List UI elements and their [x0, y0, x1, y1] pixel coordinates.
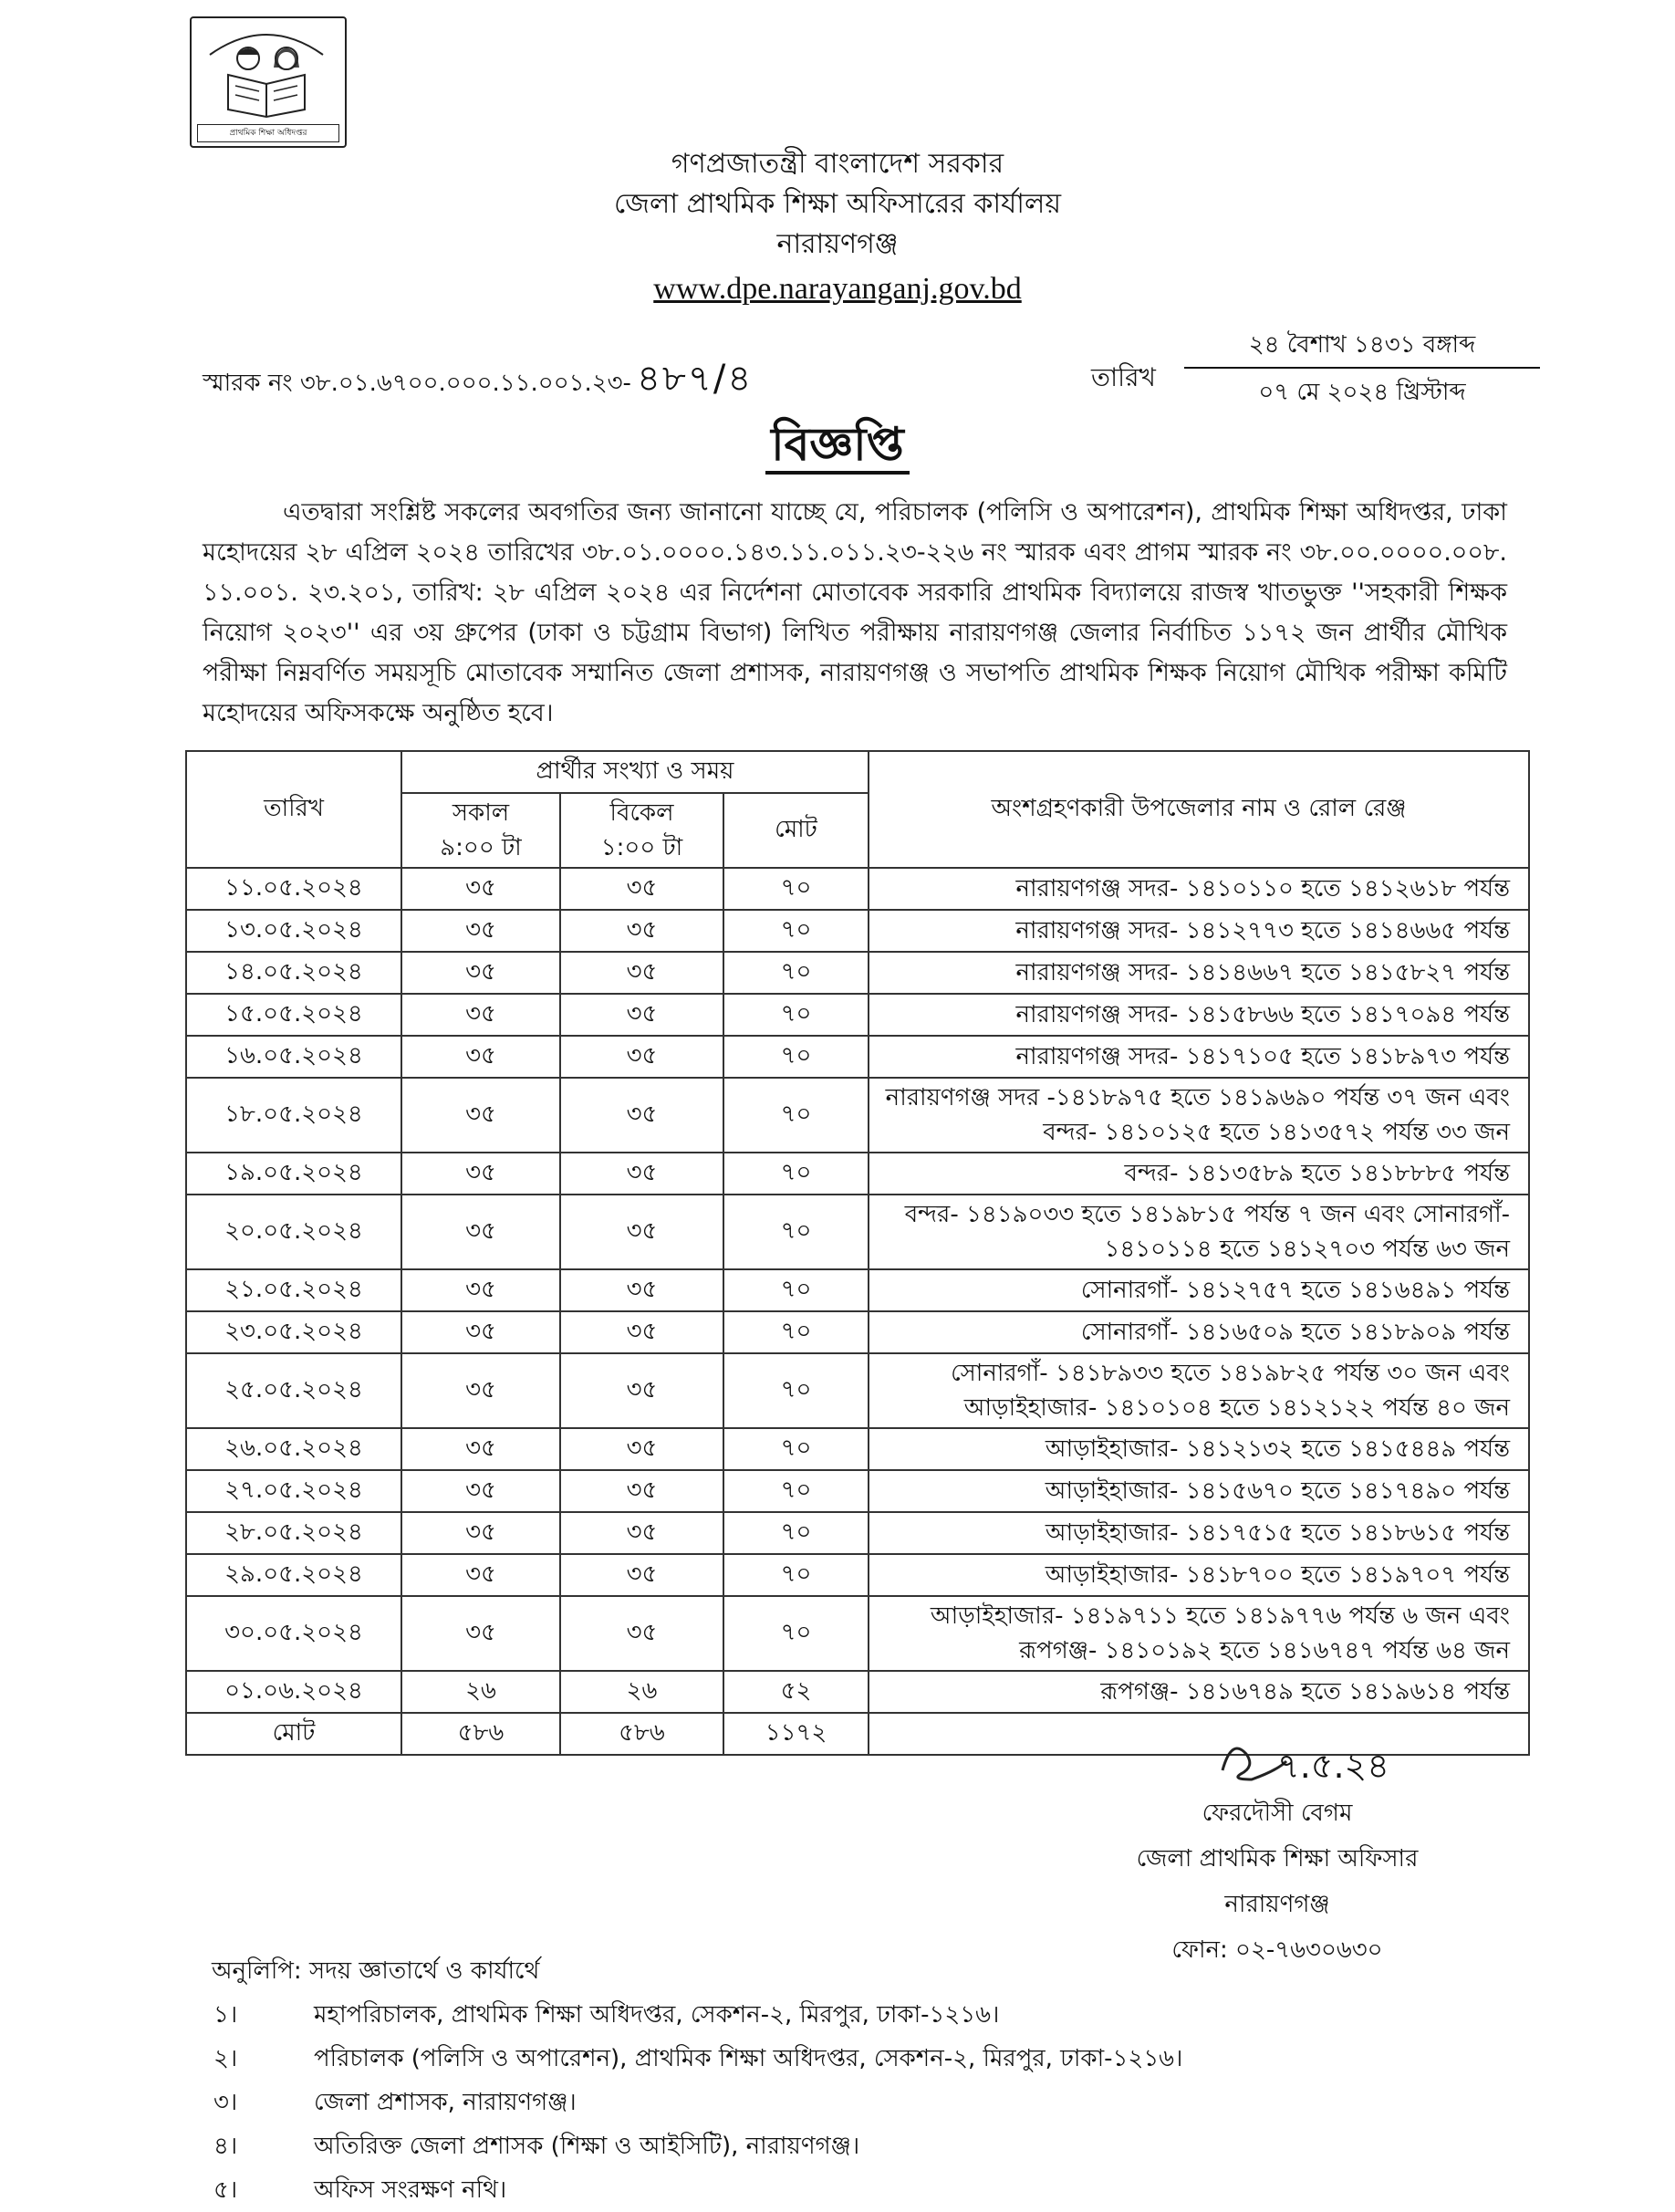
table-row — [186, 1269, 1529, 1311]
roll-range-line: রূপগঞ্জ- ১৪১০১৯২ হতে ১৪১৬৭৪৭ পর্যন্ত ৬৪ জন — [1019, 1637, 1510, 1664]
row-morning-count: ৩৫ — [401, 1596, 560, 1671]
row-date: ২৭.০৫.২০২৪ — [186, 1470, 401, 1512]
row-morning-count: ৩৫ — [401, 1428, 560, 1470]
row-date: ১৫.০৫.২০২৪ — [186, 994, 401, 1036]
row-date: ২০.০৫.২০২৪ — [186, 1195, 401, 1269]
roll-range-line: নারায়ণগঞ্জ সদর -১৪১৮৯৭৫ হতে ১৪১৯৬৯০ পর্যন্ত ৩৭ জন এবং — [885, 1084, 1510, 1111]
row-roll-range — [869, 1078, 1529, 1153]
roll-range-line: আড়াইহাজার- ১৪১৮৭০০ হতে ১৪১৯৭০৭ পর্যন্ত — [1045, 1561, 1510, 1589]
date-english: ০৭ মে ২০২৪ খ্রিস্টাব্দ — [1258, 379, 1466, 406]
row-morning-count: ৩৫ — [401, 994, 560, 1036]
header-morning-label: সকাল — [452, 799, 510, 827]
row-total-count: ৭০ — [723, 1428, 869, 1470]
row-date: ১৩.০৫.২০২৪ — [186, 910, 401, 952]
row-roll-range — [869, 1428, 1529, 1470]
row-morning-count: ৩৫ — [401, 1078, 560, 1153]
row-evening-count: ৩৫ — [560, 1078, 723, 1153]
row-total-count: ৭০ — [723, 1596, 869, 1671]
row-morning-count: ৩৫ — [401, 1153, 560, 1195]
row-date: ২১.০৫.২০২৪ — [186, 1269, 401, 1311]
table-row — [186, 1311, 1529, 1353]
table-row — [186, 1153, 1529, 1195]
row-total-count: ৭০ — [723, 1269, 869, 1311]
table-row — [186, 1596, 1529, 1671]
table-row — [186, 1554, 1529, 1596]
row-morning-count: ৩৫ — [401, 1036, 560, 1078]
row-roll-range — [869, 1353, 1529, 1428]
row-morning-count: ৩৫ — [401, 1512, 560, 1554]
row-total-count: ৭০ — [723, 1036, 869, 1078]
roll-range-line: বন্দর- ১৪১০১২৫ হতে ১৪১৩৫৭২ পর্যন্ত ৩৩ জন — [1043, 1119, 1510, 1146]
row-evening-count: ৩৫ — [560, 994, 723, 1036]
row-date: ২৯.০৫.২০২৪ — [186, 1554, 401, 1596]
header-morning — [401, 793, 560, 868]
row-roll-range — [869, 1470, 1529, 1512]
roll-range-line: বন্দর- ১৪১৯০৩৩ হতে ১৪১৯৮১৫ পর্যন্ত ৭ জন এবং সোনারগাঁ- — [904, 1201, 1510, 1228]
row-total-count: ৭০ — [723, 910, 869, 952]
row-evening-count: ৩৫ — [560, 1470, 723, 1512]
row-roll-range — [869, 1153, 1529, 1195]
copy-item-number: ১। — [213, 2001, 238, 2029]
row-evening-count: ৩৫ — [560, 1036, 723, 1078]
signatory-phone: ফোন: ০২-৭৬৩০৬৩০ — [1171, 1936, 1383, 1964]
row-roll-range — [869, 1036, 1529, 1078]
row-evening-count: ৩৫ — [560, 1512, 723, 1554]
roll-range-line: নারায়ণগঞ্জ সদর- ১৪১২৭৭৩ হতে ১৪১৪৬৬৫ পর্যন্ত — [1015, 917, 1510, 944]
row-date: ০১.০৬.২০২৪ — [186, 1671, 401, 1713]
roll-range-line: আড়াইহাজার- ১৪১০১০৪ হতে ১৪১২১২২ পর্যন্ত ৪০ জন — [963, 1394, 1510, 1422]
row-total-count: ৭০ — [723, 1353, 869, 1428]
copy-item-text: পরিচালক (পলিসি ও অপারেশন), প্রাথমিক শিক্ষা অধিদপ্তর, সেকশন-২, মিরপুর, ঢাকা-১২১৬। — [314, 2045, 1183, 2072]
school-children-logo-icon — [190, 16, 347, 148]
row-morning-count: ৩৫ — [401, 1554, 560, 1596]
row-total-count: ৭০ — [723, 1512, 869, 1554]
row-evening-count: ৩৫ — [560, 1195, 723, 1269]
table-row — [186, 1078, 1529, 1153]
signatory-district: নারায়ণগঞ্জ — [1224, 1891, 1330, 1918]
row-total-count: ৭০ — [723, 994, 869, 1036]
row-roll-range — [869, 1512, 1529, 1554]
table-row — [186, 1512, 1529, 1554]
roll-range-line: রূপগঞ্জ- ১৪১৬৭৪৯ হতে ১৪১৯৬১৪ পর্যন্ত — [1100, 1678, 1510, 1706]
office-name: জেলা প্রাথমিক শিক্ষা অফিসারের কার্যালয় — [613, 188, 1062, 220]
copy-heading: অনুলিপি: সদয় জ্ঞাতার্থে ও কার্যার্থে — [212, 1957, 540, 1985]
row-roll-range — [869, 1554, 1529, 1596]
roll-range-line: আড়াইহাজার- ১৪১৯৭১১ হতে ১৪১৯৭৭৬ পর্যন্ত ৬ জন এবং — [930, 1602, 1510, 1630]
row-morning-count: ৩৫ — [401, 952, 560, 994]
row-evening-count: ২৬ — [560, 1671, 723, 1713]
row-morning-count: ৩৫ — [401, 868, 560, 910]
roll-range-line: সোনারগাঁ- ১৪১৬৫০৯ হতে ১৪১৮৯০৯ পর্যন্ত — [1080, 1319, 1510, 1346]
row-evening-count: ৩৫ — [560, 1554, 723, 1596]
roll-range-line: আড়াইহাজার- ১৪১৫৬৭০ হতে ১৪১৭৪৯০ পর্যন্ত — [1045, 1477, 1510, 1505]
row-roll-range — [869, 1311, 1529, 1353]
row-roll-range — [869, 1269, 1529, 1311]
row-total-count: ৭০ — [723, 1554, 869, 1596]
row-total-count: ৫২ — [723, 1671, 869, 1713]
row-date: ২৬.০৫.২০২৪ — [186, 1428, 401, 1470]
copy-item-text: অফিস সংরক্ষণ নথি। — [314, 2176, 507, 2204]
table-row — [186, 1470, 1529, 1512]
row-total-count: ৭০ — [723, 1078, 869, 1153]
copy-item-number: ৩। — [213, 2089, 238, 2116]
table-row — [186, 1428, 1529, 1470]
list-item — [212, 2037, 1580, 2081]
header-total: মোট — [723, 793, 869, 868]
table-row — [186, 994, 1529, 1036]
row-morning-count: ৩৫ — [401, 1269, 560, 1311]
row-morning-count: ২৬ — [401, 1671, 560, 1713]
table-row — [186, 910, 1529, 952]
copy-list — [212, 1949, 1580, 2212]
row-total-count: ৭০ — [723, 952, 869, 994]
logo-caption: প্রাথমিক শিক্ষা অধিদপ্তর — [197, 124, 339, 142]
row-evening-count: ৩৫ — [560, 1311, 723, 1353]
date-lines — [1184, 329, 1540, 409]
roll-range-line: সোনারগাঁ- ১৪১২৭৫৭ হতে ১৪১৬৪৯১ পর্যন্ত — [1080, 1277, 1510, 1304]
schedule-table — [185, 750, 1530, 1756]
roll-range-line: নারায়ণগঞ্জ সদর- ১৪১৪৬৬৭ হতে ১৪১৫৮২৭ পর্যন্ত — [1015, 959, 1510, 986]
row-roll-range — [869, 1195, 1529, 1269]
table-row — [186, 952, 1529, 994]
notice-title-text: বিজ্ঞপ্তি — [765, 418, 909, 475]
header-evening — [560, 793, 723, 868]
header-range: অংশগ্রহণকারী উপজেলার নাম ও রোল রেঞ্জ — [869, 751, 1529, 868]
signature-handwritten-date: ৭.৫.২৪ — [1277, 1746, 1389, 1786]
notice-title — [0, 412, 1675, 476]
memo-prefix: স্মারক নং ৩৮.০১.৬৭০০.০০০.১১.০০১.২৩- — [203, 370, 631, 397]
copy-items — [212, 1993, 1580, 2212]
row-total-count: ৭০ — [723, 1311, 869, 1353]
row-date: ১৪.০৫.২০২৪ — [186, 952, 401, 994]
row-date: ২৮.০৫.২০২৪ — [186, 1512, 401, 1554]
memo-number — [203, 350, 753, 411]
row-date: ১১.০৫.২০২৪ — [186, 868, 401, 910]
notice-body: এতদ্বারা সংশ্লিষ্ট সকলের অবগতির জন্য জানানো যাচ্ছে যে, পরিচালক (পলিসি ও অপারেশন), প্রাথমিক শিক্ষা অধিদপ্তর, ঢাকা মহোদয়ের ২৮ এপ্রিল ২০২৪ তারিখের ৩৮.০১.০০০০.১৪৩.১১.০১১.২৩-২২৬ নং স্মারক এবং প্রাগম স্মারক নং ৩৮.০০.০০০০.০০৮. ১১.০০১. ২৩.২০১, তারিখ: ২৮ এপ্রিল ২০২৪ এর নির্দেশনা মোতাবেক সরকারি প্রাথমিক বিদ্যালয়ে রাজস্ব খাতভুক্ত ''সহকারী শিক্ষক নিয়োগ ২০২৩'' এর ৩য় গ্রুপের (ঢাকা ও চট্টগ্রাম বিভাগ) লিখিত পরীক্ষায় নারায়ণগঞ্জ জেলার নির্বাচিত ১১৭২ জন প্রার্থীর মৌখিক পরীক্ষা নিম্নবর্ণিত সময়সূচি মোতাবেক সম্মানিত জেলা প্রশাসক, নারায়ণগঞ্জ ও সভাপতি প্রাথমিক শিক্ষক নিয়োগ মৌখিক পরীক্ষা কমিটি মহোদয়ের অফিসকক্ষে অনুষ্ঠিত হবে। — [203, 498, 1507, 727]
row-date: ২৩.০৫.২০২৪ — [186, 1311, 401, 1353]
list-item — [212, 2081, 1580, 2124]
signatory-name: ফেরদৌসী বেগম — [1202, 1800, 1353, 1827]
logo-drawing — [192, 18, 341, 119]
roll-range-line: আড়াইহাজার- ১৪১৭৫১৫ হতে ১৪১৮৬১৫ পর্যন্ত — [1045, 1519, 1510, 1547]
row-date: ১৯.০৫.২০২৪ — [186, 1153, 401, 1195]
roll-range-line: সোনারগাঁ- ১৪১৮৯৩৩ হতে ১৪১৯৮২৫ পর্যন্ত ৩০ জন এবং — [951, 1360, 1510, 1387]
govt-name: গণপ্রজাতন্ত্রী বাংলাদেশ সরকার — [671, 148, 1004, 180]
roll-range-line: বন্দর- ১৪১৩৫৮৯ হতে ১৪১৮৮৮৫ পর্যন্ত — [1124, 1160, 1510, 1187]
row-roll-range — [869, 910, 1529, 952]
row-date: ১৮.০৫.২০২৪ — [186, 1078, 401, 1153]
roll-range-line: নারায়ণগঞ্জ সদর- ১৪১৭১০৫ হতে ১৪১৮৯৭৩ পর্যন্ত — [1015, 1043, 1510, 1070]
total-morning: ৫৮৬ — [401, 1713, 560, 1755]
row-evening-count: ৩৫ — [560, 952, 723, 994]
date-bangla: ২৪ বৈশাখ ১৪৩১ বঙ্গাব্দ — [1184, 329, 1540, 369]
row-evening-count: ৩৫ — [560, 1428, 723, 1470]
table-row — [186, 868, 1529, 910]
table-row — [186, 1353, 1529, 1428]
row-total-count: ৭০ — [723, 1153, 869, 1195]
signature-lines — [1095, 1790, 1460, 1973]
list-item — [212, 2124, 1580, 2168]
header-evening-label: বিকেল — [609, 799, 674, 827]
website-link[interactable]: www.dpe.narayanganj.gov.bd — [653, 272, 1022, 306]
total-evening: ৫৮৬ — [560, 1713, 723, 1755]
row-morning-count: ৩৫ — [401, 910, 560, 952]
row-evening-count: ৩৫ — [560, 1153, 723, 1195]
schedule-table-body — [186, 868, 1529, 1755]
copy-item-number: ৪। — [213, 2133, 238, 2160]
row-morning-count: ৩৫ — [401, 1353, 560, 1428]
header-morning-time: ৯:০০ টা — [440, 834, 522, 861]
row-roll-range — [869, 1596, 1529, 1671]
copy-item-text: জেলা প্রশাসক, নারায়ণগঞ্জ। — [314, 2089, 577, 2116]
row-roll-range — [869, 868, 1529, 910]
roll-range-line: ১৪১০১১৪ হতে ১৪১২৭০৩ পর্যন্ত ৬৩ জন — [1104, 1236, 1510, 1263]
table-row — [186, 1195, 1529, 1269]
date-label: তারিখ — [1091, 362, 1156, 392]
row-evening-count: ৩৫ — [560, 1269, 723, 1311]
row-roll-range — [869, 952, 1529, 994]
row-morning-count: ৩৫ — [401, 1195, 560, 1269]
table-row — [186, 1671, 1529, 1713]
memo-handwritten-number: ৪৮৭/৪ — [636, 358, 754, 400]
district-name: নারায়ণগঞ্জ — [776, 228, 899, 260]
row-date: ১৬.০৫.২০২৪ — [186, 1036, 401, 1078]
roll-range-line: নারায়ণগঞ্জ সদর- ১৪১০১১০ হতে ১৪১২৬১৮ পর্যন্ত — [1015, 875, 1510, 903]
total-label: মোট — [186, 1713, 401, 1755]
office-header — [0, 144, 1675, 310]
schedule-table-head — [186, 751, 1529, 868]
roll-range-line: নারায়ণগঞ্জ সদর- ১৪১৫৮৬৬ হতে ১৪১৭০৯৪ পর্যন্ত — [1015, 1001, 1510, 1028]
row-total-count: ৭০ — [723, 868, 869, 910]
row-morning-count: ৩৫ — [401, 1311, 560, 1353]
copy-item-text: অতিরিক্ত জেলা প্রশাসক (শিক্ষা ও আইসিটি), নারায়ণগঞ্জ। — [314, 2133, 860, 2160]
copy-item-number: ২। — [213, 2045, 238, 2072]
signatory-designation: জেলা প্রাথমিক শিক্ষা অফিসার — [1136, 1845, 1419, 1873]
row-date: ৩০.০৫.২০২৪ — [186, 1596, 401, 1671]
header-candidates: প্রার্থীর সংখ্যা ও সময় — [401, 751, 869, 793]
row-evening-count: ৩৫ — [560, 1596, 723, 1671]
roll-range-line: আড়াইহাজার- ১৪১২১৩২ হতে ১৪১৫৪৪৯ পর্যন্ত — [1045, 1435, 1510, 1463]
row-total-count: ৭০ — [723, 1195, 869, 1269]
row-date: ২৫.০৫.২০২৪ — [186, 1353, 401, 1428]
copy-item-number: ৫। — [213, 2176, 238, 2204]
row-evening-count: ৩৫ — [560, 1353, 723, 1428]
table-row — [186, 1036, 1529, 1078]
header-date: তারিখ — [186, 751, 401, 868]
list-item — [212, 1993, 1580, 2037]
row-morning-count: ৩৫ — [401, 1470, 560, 1512]
row-evening-count: ৩৫ — [560, 910, 723, 952]
row-evening-count: ৩৫ — [560, 868, 723, 910]
row-roll-range — [869, 994, 1529, 1036]
total-grand: ১১৭২ — [723, 1713, 869, 1755]
header-evening-time: ১:০০ টা — [600, 834, 683, 861]
row-roll-range — [869, 1671, 1529, 1713]
copy-item-text: মহাপরিচালক, প্রাথমিক শিক্ষা অধিদপ্তর, সেকশন-২, মিরপুর, ঢাকা-১২১৬। — [314, 2001, 1000, 2029]
row-total-count: ৭০ — [723, 1470, 869, 1512]
list-item — [212, 2168, 1580, 2212]
